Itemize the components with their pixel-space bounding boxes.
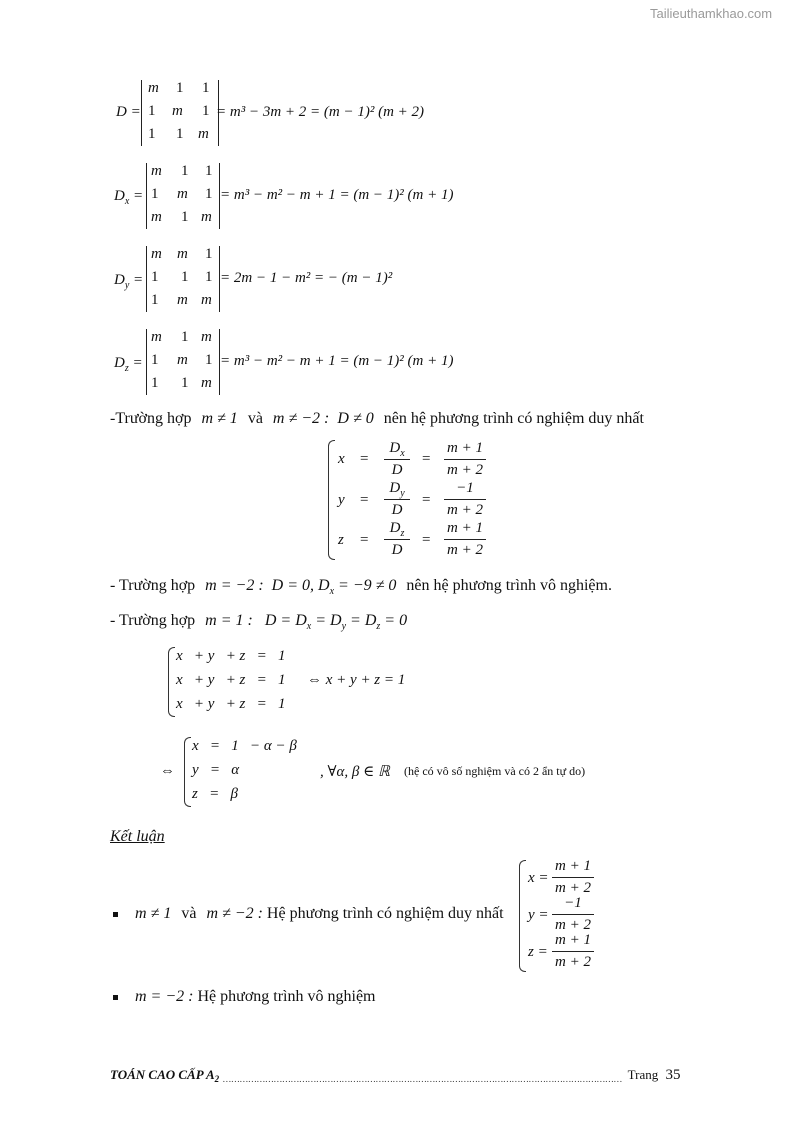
fraction: $\frac{m + 1}{m + 2}$ [552,858,594,897]
equivalence: ⇔ x + y + z = 1 [307,672,406,688]
matrix: m 1 1 1 m 1 m 1 m [146,163,220,229]
fraction: $\frac{m + 1}{m + 2}$ [444,440,486,479]
case2-line: - Trường hợp m = −2 : D = 0, $D_x = -9 \ne 0$ nên hệ phương trình vô nghiệm. [110,577,612,597]
fraction: $\frac{D_z}{D}$ [384,520,410,559]
bullet [113,912,118,917]
conclusion-item-1: m ≠ 1 và m ≠ −2 : Hệ phương trình có nghiệm duy nhất [135,905,504,922]
left-brace [168,647,175,717]
det-rhs: = 2m − 1 − m² = − (m − 1)² [220,270,393,286]
fraction: $\frac{-1}{m + 2}$ [444,480,486,519]
matrix: m 1 1 1 m 1 1 1 m [141,80,219,146]
left-brace [328,440,335,560]
watermark: Tailieuthamkhao.com [650,6,773,21]
page-number: 35 [665,1067,681,1083]
matrix: m m 1 1 1 1 1 m m [146,246,220,312]
fraction: $\frac{m + 1}{m + 2}$ [552,932,594,971]
note: (hệ có vô số nghiệm và có 2 ẩn tự do) [404,764,586,778]
page-footer: TOÁN CAO CẤP $A_2$ …………………………………………………………………………………………………………………………… Trang 35 [110,1067,681,1084]
bullet [113,995,118,1000]
fraction: $\frac{-1}{m + 2}$ [552,895,594,934]
fraction: $\frac{D_x}{D}$ [384,440,410,479]
case3-line: - Trường hợp m = 1 : $D = D_x = D_y = D_z = 0$ [110,612,408,632]
left-brace [519,860,526,972]
fraction: $\frac{D_y}{D}$ [384,480,410,519]
det-rhs: = m³ − 3m + 2 = (m − 1)² (m + 2) [216,104,425,120]
equiv-symbol: ⇔ [160,763,175,779]
matrix: m 1 m 1 m 1 1 1 m [146,329,220,395]
det-label: D [116,104,127,120]
det-rhs: = m³ − m² − m + 1 = (m − 1)² (m + 1) [220,353,454,369]
conclusion-heading: Kết luận [110,828,165,845]
det-rhs: = m³ − m² − m + 1 = (m − 1)² (m + 1) [220,187,454,203]
footer-title: TOÁN CAO CẤP A [110,1067,215,1082]
case1-line: -Trường hợp m ≠ 1 và m ≠ −2 : D ≠ 0 nên hệ phương trình có nghiệm duy nhất [110,410,644,427]
conclusion-item-2: m = −2 : Hệ phương trình vô nghiệm [135,988,376,1005]
left-brace [184,737,191,807]
fraction: $\frac{m + 1}{m + 2}$ [444,520,486,559]
